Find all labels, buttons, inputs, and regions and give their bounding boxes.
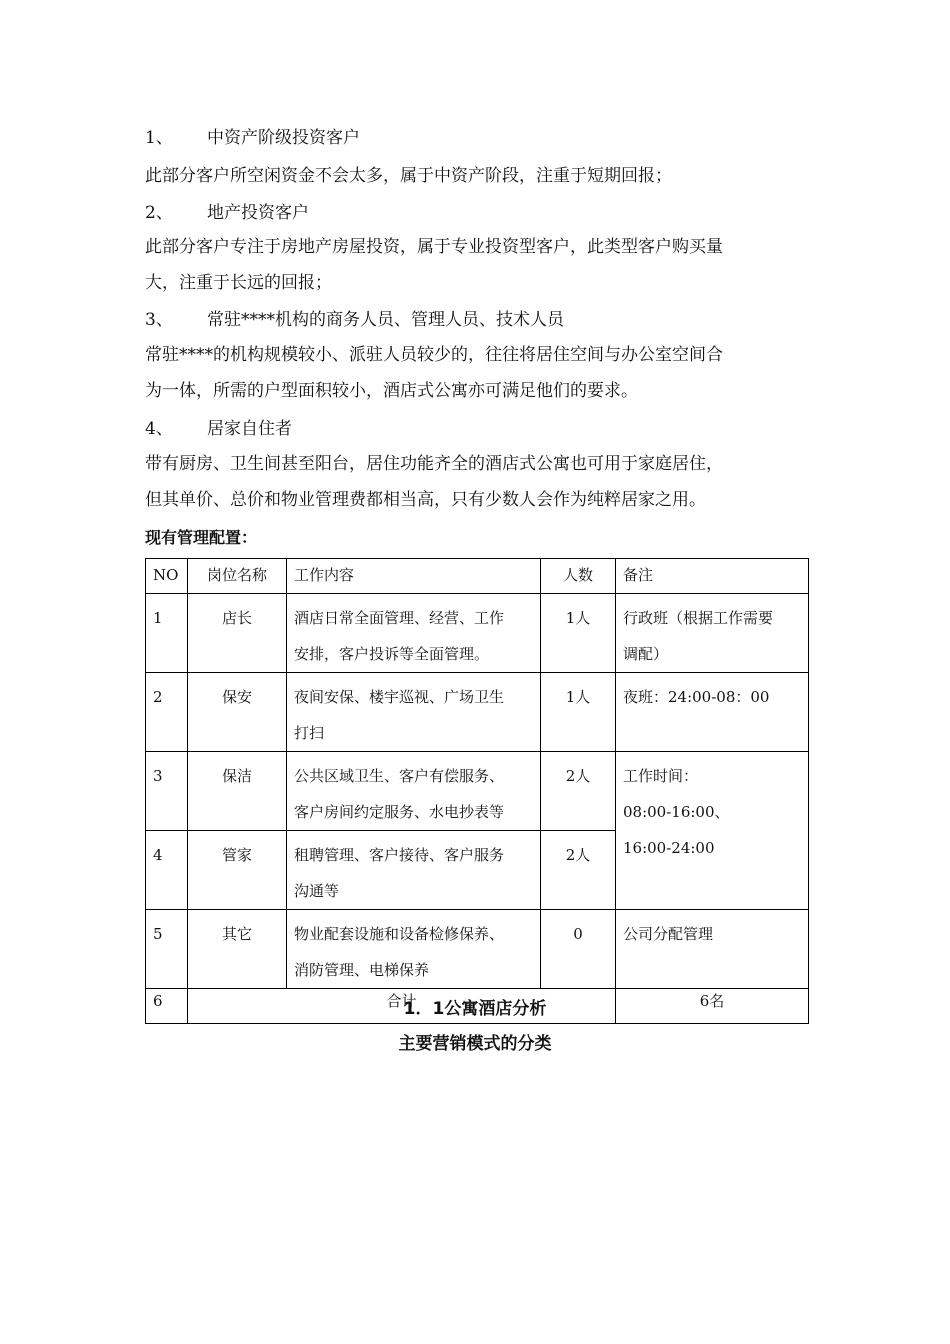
list-item-number: 4、 [145,419,173,439]
cell-work [287,752,541,831]
header-note: 备注 [616,559,809,594]
cell-note-shift [616,752,809,910]
cell-note-line: 调配） [623,645,669,663]
list-item-title: 中资产阶级投资客户 [207,128,360,148]
cell-post: 店长 [188,594,287,673]
table-row [146,752,809,831]
cell-note-line: 08:00-16:00、 [623,803,730,821]
cell-work-line: 夜间安保、楼宇巡视、广场卫生 [294,688,505,706]
cell-work-line: 安排，客户投诉等全面管理。 [294,645,490,663]
list-item-number: 2、 [145,203,173,223]
header-no: NO [146,559,188,594]
list-item-3-title [145,309,825,331]
section-subheading: 主要营销模式的分类 [398,1034,552,1054]
list-item-title: 居家自住者 [207,419,292,439]
cell-note-line: 工作时间： [623,767,699,785]
header-post: 岗位名称 [188,559,287,594]
cell-count: 1人 [541,673,616,752]
cell-post: 其它 [188,910,287,989]
cell-note [616,910,809,989]
list-item-number: 1、 [145,128,173,148]
cell-work-line: 租聘管理、客户接待、客户服务 [294,846,505,864]
cell-work [287,910,541,989]
management-config-table [145,558,809,1024]
cell-no: 5 [146,910,188,989]
cell-post: 管家 [188,831,287,910]
cell-work [287,594,541,673]
cell-note-line: 公司分配管理 [623,925,714,943]
list-item-4-title [145,418,825,440]
cell-count: 2人 [541,831,616,910]
cell-work-line: 沟通等 [294,882,340,900]
cell-work-line: 物业配套设施和设备检修保养、 [294,925,505,943]
list-item-4-desc-line-2: 但其单价、总价和物业管理费都相当高，只有少数人会作为纯粹居家之用。 [145,490,706,510]
list-item-number: 3、 [145,310,173,330]
table-row [146,673,809,752]
cell-no: 1 [146,594,188,673]
cell-post: 保洁 [188,752,287,831]
cell-count: 0 [541,910,616,989]
cell-work [287,673,541,752]
cell-note-line: 夜班：24:00-08：00 [623,688,770,706]
list-item-2-desc-line-2: 大，注重于长远的回报； [145,273,332,293]
cell-total-label: 合计 [188,989,616,1024]
list-item-3-desc-line-1: 常驻****的机构规模较小、派驻人员较少的，往往将居住空间与办公室空间合 [145,345,723,365]
cell-no: 3 [146,752,188,831]
table-row [146,910,809,989]
cell-no: 6 [146,989,188,1024]
cell-no: 2 [146,673,188,752]
cell-work-line: 公共区域卫生、客户有偿服务、 [294,767,505,785]
list-item-2-title [145,202,825,224]
cell-work-line: 打扫 [294,724,325,742]
cell-work-line: 酒店日常全面管理、经营、工作 [294,609,505,627]
header-count: 人数 [541,559,616,594]
cell-note-line: 16:00-24:00 [623,839,715,857]
table-header-row [146,559,809,594]
section-title: 现有管理配置： [145,528,258,547]
section-heading: 1．1公寓酒店分析 [403,999,547,1019]
list-item-3-desc-line-2: 为一体，所需的户型面积较小，酒店式公寓亦可满足他们的要求。 [145,381,638,401]
table-row [146,594,809,673]
list-item-2-desc-line-1: 此部分客户专注于房地产房屋投资，属于专业投资型客户，此类型客户购买量 [145,237,723,257]
cell-note-line: 行政班（根据工作需要 [623,609,774,627]
list-item-title: 常驻****机构的商务人员、管理人员、技术人员 [207,310,564,330]
list-item-1-title [145,127,825,149]
list-item-title: 地产投资客户 [207,203,309,223]
cell-post: 保安 [188,673,287,752]
header-work: 工作内容 [287,559,541,594]
cell-no: 4 [146,831,188,910]
cell-note [616,673,809,752]
cell-count: 2人 [541,752,616,831]
cell-note [616,594,809,673]
cell-work-line: 消防管理、电梯保养 [294,961,430,979]
cell-total-value: 6名 [616,989,809,1024]
cell-count: 1人 [541,594,616,673]
list-item-4-desc-line-1: 带有厨房、卫生间甚至阳台，居住功能齐全的酒店式公寓也可用于家庭居住， [145,454,723,474]
cell-work-line: 客户房间约定服务、水电抄表等 [294,803,505,821]
cell-work [287,831,541,910]
list-item-1-desc: 此部分客户所空闲资金不会太多，属于中资产阶段，注重于短期回报； [145,166,672,186]
